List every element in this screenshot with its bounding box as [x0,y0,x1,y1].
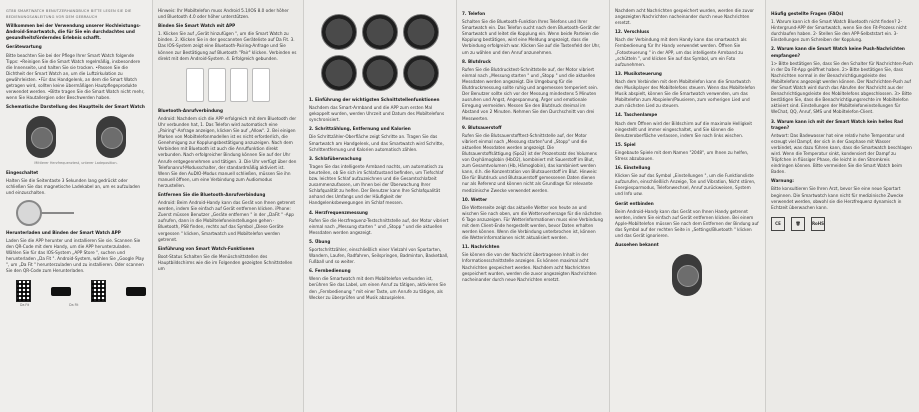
section-title: 14. Taschenlampe [615,112,658,118]
section-text: Beim Android-Handy kann das Gerät von Ihnen Handy getrennt werden, indem Sie einfach auf Gerät entfernen klicken. Bei einem Apple-Mobiltelefon müssen Sie nach dem Entfernen der Bindung auf das Symbol auf der rechten Seite in „Settings/Bluetooth " klicken und das Gerät ignorieren. [615,208,759,238]
charger-image [16,200,42,226]
section-title: 8. Blutdruck [462,58,491,64]
section-text: Nachdem das Smart-Armband und die APP zum ersten Mal gekoppelt wurden, werden Uhrzeit und Datum des Mobiltelefons synchronisiert. [309,105,445,123]
section-title: Herunterladen und Binden der Smart Watch APP [6,229,121,235]
watch-face-image [321,55,357,91]
manual-panel-2 [152,0,303,412]
section-text: Rufen Sie die Herzfrequenz-Testschnittstelle auf, der Motor vibriert einmal nach „Messung starten " und „Stopp " und die aktuellen Messdaten werden angezeigt. [309,217,449,235]
qr-code-icon [16,280,31,302]
rohs-icon: RoHS [811,217,825,231]
section-title: Gerätewartung [6,44,42,50]
section-title: 7. Telefon [462,11,486,16]
section-title: 1. Einführung der wichtigsten Schnittstellenfunktionen [309,97,440,102]
app-screens-image [158,68,297,102]
certification-icons [771,217,913,231]
section-title: Einführung von Smart Watch-Funktionen [158,245,255,251]
manual-panel-3 [303,0,456,412]
section-text: Die Schrittzähler-Oberfläche zeigt Schritte an. Tragen Sie das Smartwatch am Handgelenk, und das Smartwatch wird Schritte, Schrittentfernung und Kalorien automatisch zählen. [309,134,444,152]
section-title: Eingeschaltet [6,169,39,175]
section-text: 1. Warum kann ich die Smart Watch Bluetooth nicht finden? 2- Hintergrund-APP der Smartwatch, wenn Sie den Fit-Prozess nicht durchlaufen haben. 2- Stellen Sie den APP-Selbststart ein. 3- Einstellungen zum Schreiben der Kopplung. [771,19,907,43]
section-text: Sportschrittzähler, einschließlich einer Vielzahl von Sportarten, Wandern, Laufen, Radfahren, Seilspringen, Badminton, Basketball, Fußball und so weiter. [309,246,449,265]
section-text: Nach der Verbindung mit dem Handy kann das smartwatch als Fernbedienung für Ihr Handy verwendet werden. Öffnen Sie „Fotosteuerung " in der APP, um das intelligente Armband zu „schütteln ", und klicken Sie auf das Symbol, um ein Foto aufzunehmen. [615,37,747,67]
section-text: Tragen Sie das intelligente Armband nachts, um automatisch zu beurteilen, ob Sie sich im Schlafzustand befinden, um Tiefschlaf bzw. leichten Schlaf aufzuzeichnen und die Gesamtschlafzeit zusammenzufassen, um Ihnen bei der Überwachung Ihrer Schlafqualität zu helfen. Der Benutzer kann Ihre Schlafqualität anhand des Umfangs und der Häufigkeit der Handgelenksbewegungen im Schlaf messen. [309,163,444,206]
section-title: Aussehen bekannt [615,242,659,248]
section-text: Sie können die von der Nachricht übertragenen Inhalt in der Informationsschnittstelle anzeigen. Es können maximal acht Nachrichten gespeichert werden. Nachdem acht Nachrichten gespeichert wurden, werden die zuvor angezeigten Nachrichten nacheinander durch neue Nachrichten ersetzt. [462,252,597,282]
diagram-caption: Mittlerer Herzfrequenztest, unterer Ladeposition. [34,161,118,166]
phone-screen-image [186,68,204,102]
section-title: Häufig gestellte Fragen (FAQs) [771,11,844,16]
section-title: 10. Wetter [462,196,488,202]
section-text: Die Wetterseite zeigt das aktuelle Wetter von heute an und wischen Sie nach oben, um die Wettervorhersage für die nächsten 6 Tage anzuzeigen. Für Wetterinformationen muss eine Verbindung mit dem Client-Ende hergestellt werden, bevor Daten erhalten werden können. Wenn die Verbindung unterbrochen ist, können die Wetterinformationen nicht aktualisiert werden. [462,204,603,241]
section-title: 2. Warum kann die Smart Watch keine Push-Nachrichten empfangen? [771,46,905,58]
manual-panel-4 [456,0,609,412]
manual-panel-1 [0,0,152,412]
section-text: Hinweis: Ihr Mobiltelefon muss Android 5.1/IOS 8.0 oder höher und Bluetooth 4.0 oder höher unterstützen. [158,8,289,20]
phone-screen-image [230,68,248,102]
weee-bin-icon: 🗑 [791,217,805,231]
section-title: Gerät entbinden [615,200,654,206]
section-title: 6. Fernbedienung [309,268,351,274]
watch-front-image [26,116,56,158]
section-text: Rufen Sie die Blutdrucktest-Schnittstelle auf, der Motor vibriert einmal nach „Messung starten " und „Stopp " und die aktuellen Messdaten werden angezeigt. Die Umgebung für die Blutdruckmessung sollte ruhig und angemessen temperiert sein. Der Benutzer sollte sich vor der Messung mindestens 5 Minuten ausruhen und Angst, Angespannung, Ärger und emotionale Erregung vermeiden. Messen Sie den Blutdruck dreimal im Abstand von 2 Minuten. Nehmen Sie den Durchschnitt von drei Messwerten. [462,66,599,121]
watch-back-image [96,116,126,158]
qr-caption: Da Fit [69,302,79,307]
section-title: Bluetooth-Anrufverbindung [158,107,224,113]
section-text: Nach dem Öffnen wird der Bildschirm auf die maximale Helligkeit eingestellt und immer eingeschaltet, und Sie können die Benutzeroberfläche verlassen, indem Sie nach links wischen. [615,120,753,138]
watch-faces-image [309,14,450,91]
section-title: 13. Musiksteuerung [615,70,662,76]
warning-title: Warnung: [771,178,794,184]
qr-caption: Da Fit [20,302,30,307]
section-text: Android: Nachdem sich die APP erfolgreich mit dem Bluetooth der Uhr verbunden hat, 1. Das Telefon wird automatisch eine „Pairing"-Anfrage anzeigen, klicken Sie auf „Allow". 2. Bei einigen Marken von Mobiltelefonmodellen ist es nicht erforderlich, die Genehmigung zur Kopplungsbestätigung anzuzeigen. Nach dem Verbinden mit Bluetooth ist auch die Anruffunktion direkt verbunden. Nach erfolgreicher Bindung können Sie auf der Uhr Anrufe entgegennehmen und tätigen. 3. Die Uhr verfügt über den Telefonanruf-Modusschalter, der standardmäßig aktiviert ist. Wenn Sie den AuDIO-Modus manuell schließen, müssen Sie ihn manuell öffnen, um eine Verbindung zum Audiomodus herzustellen. [158,115,297,188]
section-title: 9. Blutsauerstoff [462,124,502,130]
warning-text: Bitte konsultieren Sie Ihren Arzt, bevor Sie eine neue Sportart beginnen. Die Smartwatch kann nicht für medizinische Zwecke verwendet werden, obwohl sie die Herzfrequenz dynamisch in Echtzeit überwachen kann. [771,186,904,210]
section-title: 11. Nachrichten [462,244,500,250]
qr-code-row [16,280,146,302]
section-text: 1> Bitte bestätigen Sie, dass Sie den Schalter für Nachrichten-Push in der Da Fit-App geöffnet haben. 2> Bitte bestätigen Sie, dass Nachrichten normal in der Benachrichtigungsleiste des Mobiltelefons angezeigt werden können. Der Nachrichten-Push auf der Smart Watch wird durch das Abrufen der Nachricht aus der Benachrichtigungsleiste des Mobiltelefons abgeschlossen. 3> Bitte bestätigen Sie, dass die Benachrichtigungsrechte im Mobiltelefon aktiviert sind. Einstellungen der Mobiltelefoneinstellungen für WeChat, QQ, Anruf, SMS und Mobiltelefon-Client. [771,60,913,115]
qr-code-icon [91,280,106,302]
section-text: Nachdem acht Nachrichten gespeichert wurden, werden die zuvor angezeigten Nachrichten nacheinander durch neue Nachrichten ersetzt. [615,8,755,26]
phone-screen-image [252,68,270,102]
section-text: Antwort: Das Badewasser hat eine relativ hohe Temperatur und erzeugt viel Dampf, der sich in der Gasphase mit Wasser verbindet, was dazu führen kann, dass die Smartwatch beschlagen wird. Wenn die Temperatur sinkt, kondensiert der Dampf zu Tröpfchen in flüssiger Phase, die leicht in den Stromkreis eindringen können. Bitte vermeiden Sie die Smart Watch beim Baden. [771,132,912,175]
section-text: Bitte beachten Sie bei der Pflege Ihrer Smart Watch folgende Tipps: •Reinigen Sie die Smart Watch regelmäßig, insbesondere die Innenseite, und halten Sie sie trocken. •Passen Sie die Dichtheit der Smart Watch an, um die Luftzirkulation zu gewährleisten. •Für das Handgelenk, an dem die Smart Watch getragen wird, sollten keine übermäßigen Hautpflegeprodukte verwendet werden. •Bitte tragen Sie die Smart Watch nicht mehr, wenn Sie Hautallergien oder Beschwerden haben. [6,52,145,101]
ce-mark-icon: CE [771,217,785,231]
section-text: Laden Sie die APP herunter und installieren Sie sie. Scannen Sie den QR-Code mit dem Handy, um die APP herunterzuladen. Wählen Sie für das IOS-System „APP Store ", suchen und herunterladen „Da Fit ". Android-System, wählen Sie „Google Play ", um „Da Fit " herunterzuladen und zu installieren. Oder scannen Sie den QR-Code zum Herunterladen. [6,237,145,274]
section-text: Schalten Sie die Bluetooth-Funktion Ihres Telefons und Ihrer Smartwatch ein. Das Telefon sucht nach dem Bluetooth-Gerät der Smartwatch und leitet die Kopplung ein. Wenn beide Parteien die Kopplung bestätigen, wird eine Meldung angezeigt, dass die Verbindung erfolgreich war. Klicken Sie auf die Tastenfeld der Uhr, um zu wählen und den Anruf anzunehmen. [462,19,601,55]
section-text: 1. Klicken Sie auf „Gerät hinzufügen ", um die Smart Watch zu binden. 2. Klicken Sie in der gescannten Geräteliste auf Da Fit. 3. Das IOS-System zeigt eine Bluetooth-Pairing-Anfrage und Sie können zur Bestätigung auf Bluetooth "Pair" klicken. Verbinden es direkt mit dem Android-System. 4. Erfolgreich gebunden. [158,31,297,61]
section-title: 3. Schlafüberwachung [309,155,362,161]
section-text: Boot-Status Schalten Sie die Menüschnittstellen des Hauptbildschirms wie die im Folgenden gezeigten Schnittstellen um [158,253,293,271]
section-text: Klicken Sie auf das Symbol „Einstellungen ", um die Funktionsliste aufzurufen, einschließlich Anzeige, Ton und Vibration, Nicht stören, Energiesparmodus, Telefonwechsel, Anruf zurückweisen, System und Info usw. [615,173,756,197]
section-title: 5. Übung [309,238,331,244]
section-title: Binden Sie Smart Watch mit APP [158,23,236,29]
watch-face-image [403,55,439,91]
google-play-badge-icon [126,287,146,296]
watch-face-image [321,14,357,50]
manual-panel-6 [765,0,919,412]
section-title: Entfernen Sie die Bluetooth-Anrufverbindung [158,191,266,197]
section-text: Halten Sie die Seitentaste 3 Sekunden lang gedrückt oder schließen Sie das magnetische Ladekabel an, um es aufzuladen und einzuschalten. [6,177,141,195]
app-store-badge-icon [51,287,71,296]
section-text: Rufen Sie die Blutsauerstofftest-Schnittstelle auf, der Motor vibriert einmal nach „Messung starten"und „Stopp" und die aktuellen Messdaten werden angezeigt. Die Blutsauerstoffsättigung (Spo2) ist der Prozentsatz des Volumens von Oxyhämoglobin (HbO2), kombiniert mit Sauerstoff im Blut, zum Gesamtvolumen (Hb, Hämoglobin), das kombiniert werden kann, d.h. die Konzentration von Blutsauerstoff im Blut. Hinweis: Die für Blutdruck und Blutsauerstoff gemessenen Daten dienen nur als Referenz und können nicht als Grundlage für relevante medizinische Zwecke verwendet werden. [462,132,598,193]
section-text: Android: Beim Android-Handy kann das Gerät von Ihnen getrennt werden, indem Sie einfach auf Gerät entfernen klicken. iPhone: Zuerst müssen Benutzer „Geräte entfernen " in der „DaFit " -App aufrufen, dann in die Mobiltelefoneinstellungen gehen · Bluetooth, PS8 finden, rechts auf das Symbol „Diese Geräte vergessen " klicken, Smartwatch und Mobiltelefon werden getrennt. [158,200,296,242]
appearance-image [615,254,759,296]
manual-panel-5 [609,0,765,412]
section-title: 4. Herzfrequenzmessung [309,209,368,215]
watch-diagram [6,116,146,158]
watch-face-image [362,14,398,50]
section-title: 3. Warum kann ich mit der Smart Watch kein helles Rad tragen? [771,118,903,130]
section-title: 12. Verschluss [615,29,650,35]
section-title: Schematische Darstellung des Hauptteils der Smart Watch [6,104,145,110]
section-title: 2. Schrittzählung, Entfernung und Kalorien [309,126,411,132]
qr-captions [20,302,146,308]
section-text: Nach dem Verbinden mit dem Mobiltelefon kann die Smartwatch den Musikplayer des Mobiltelefons steuern. Wenn das Mobiltelefon Musik abspielt, können Sie die Smartwatch verwenden, um das Mobiltelefon zum Abspielen/Pausieren, zum vorherigen Lied und zum nächsten Lied zu steuern. [615,78,756,109]
section-title: 15. Spiel [615,141,636,147]
intro-title: Willkommen bei der Verwendung unserer Hochleistungs-Android-Smartwatch, die für Sie ein durchdachtes und gesundheitsförderndes Erlebnis schafft. [6,23,141,41]
watch-side-image [672,254,702,296]
section-title: 16. Einstellung [615,165,651,171]
section-text: Eingebaute Spiele mit dem Namen "2048", um Ihnen zu helfen, Stress abzubauen. [615,149,749,161]
watch-face-image [362,55,398,91]
manual-header: GT88 SMARTWATCH BENUTZERHANDBUCH BITTE LESEN SIE DIE BEDIENUNGSANLEITUNG VOR DEM GEBRAUCH [6,9,132,20]
phone-screen-image [208,68,226,102]
section-text: Wenn die Smartwatch mit dem Mobiltelefon verbunden ist, berühren Sie das Label, um einen Anruf zu tätigen, aktivieren Sie den „Fernbedienung " mit einer Taste, um Anrufe zu tätigen, als Wecker zu überprüfen und Musik abzuspielen. [309,276,446,300]
watch-face-image [403,14,439,50]
